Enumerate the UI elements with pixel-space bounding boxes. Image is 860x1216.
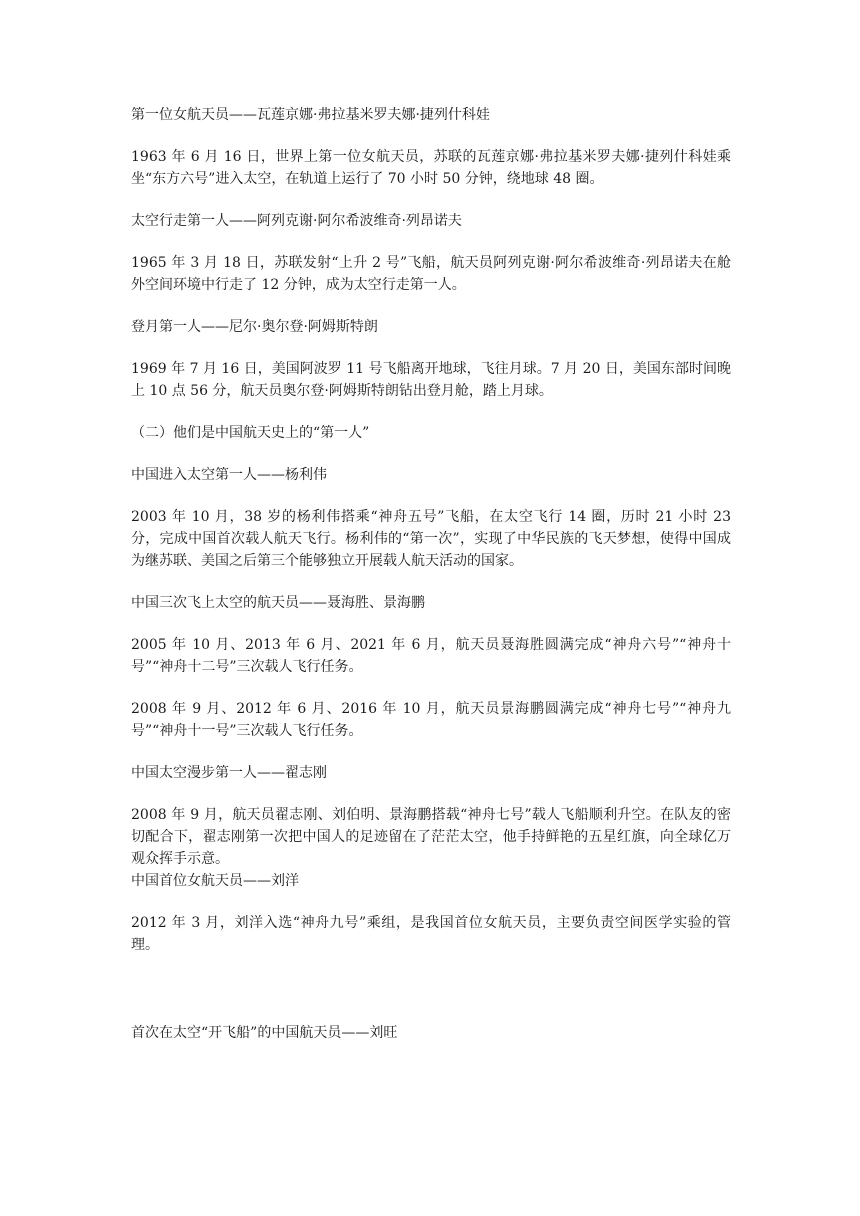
heading-first-spacewalk: 太空行走第一人——阿列克谢·阿尔希波维奇·列昂诺夫: [131, 213, 462, 229]
document-body: [131, 104, 731, 1044]
paragraph-jing-haipeng: 2008 年 9 月、2012 年 6 月、2016 年 10 月，航天员景海鹏圆满完成“神舟七号”“神舟九号”“神舟十一号”三次载人飞行任务。: [131, 701, 731, 739]
heading-zhai-zhigang: 中国太空漫步第一人——翟志刚: [131, 765, 327, 781]
paragraph-tereshkova: 1963 年 6 月 16 日，世界上第一位女航天员，苏联的瓦莲京娜·弗拉基米罗夫娜·捷列什科娃乘坐“东方六号”进入太空，在轨道上运行了 70 小时 50 分钟，绕地球 48 圈。: [131, 149, 731, 187]
paragraph-nie-haisheng: 2005 年 10 月、2013 年 6 月、2021 年 6 月，航天员聂海胜圆满完成“神舟六号”“神舟十号”“神舟十二号”三次载人飞行任务。: [131, 637, 731, 675]
paragraph-liu-yang: 2012 年 3 月，刘洋入选“神舟九号”乘组，是我国首位女航天员，主要负责空间医学实验的管理。: [131, 915, 731, 953]
heading-liu-wang: 首次在太空“开飞船”的中国航天员——刘旺: [131, 1025, 398, 1041]
paragraph-armstrong: 1969 年 7 月 16 日，美国阿波罗 11 号飞船离开地球，飞往月球。7 月 20 日，美国东部时间晚上 10 点 56 分，航天员奥尔登·阿姆斯特朗钻出登月舱，踏上月球。: [131, 361, 731, 399]
heading-first-female-astronaut: 第一位女航天员——瓦莲京娜·弗拉基米罗夫娜·捷列什科娃: [131, 107, 490, 123]
paragraph-leonov: 1965 年 3 月 18 日，苏联发射“上升 2 号”飞船，航天员阿列克谢·阿尔希波维奇·列昂诺夫在舱外空间环境中行走了 12 分钟，成为太空行走第一人。: [131, 255, 731, 293]
heading-first-moon-landing: 登月第一人——尼尔·奥尔登·阿姆斯特朗: [131, 319, 378, 335]
paragraph-yang-liwei: 2003 年 10 月，38 岁的杨利伟搭乘“神舟五号”飞船，在太空飞行 14 圈，历时 21 小时 23 分，完成中国首次载人航天飞行。杨利伟的“第一次”，实现了中华民族的飞天梦想，使得中国成为继苏联、美国之后第三个能够独立开展载人航天活动的国家。: [131, 509, 731, 569]
heading-three-flights: 中国三次飞上太空的航天员——聂海胜、景海鹏: [131, 595, 425, 611]
heading-yang-liwei: 中国进入太空第一人——杨利伟: [131, 467, 327, 483]
section-heading-china-firsts: （二）他们是中国航天史上的“第一人”: [131, 425, 370, 441]
paragraph-zhai-zhigang: 2008 年 9 月，航天员翟志刚、刘伯明、景海鹏搭载“神舟七号”载人飞船顺利升空。在队友的密切配合下，翟志刚第一次把中国人的足迹留在了茫茫太空，他手持鲜艳的五星红旗，向全球亿万观众挥手示意。: [131, 807, 731, 867]
heading-liu-yang: 中国首位女航天员——刘洋: [131, 873, 299, 889]
